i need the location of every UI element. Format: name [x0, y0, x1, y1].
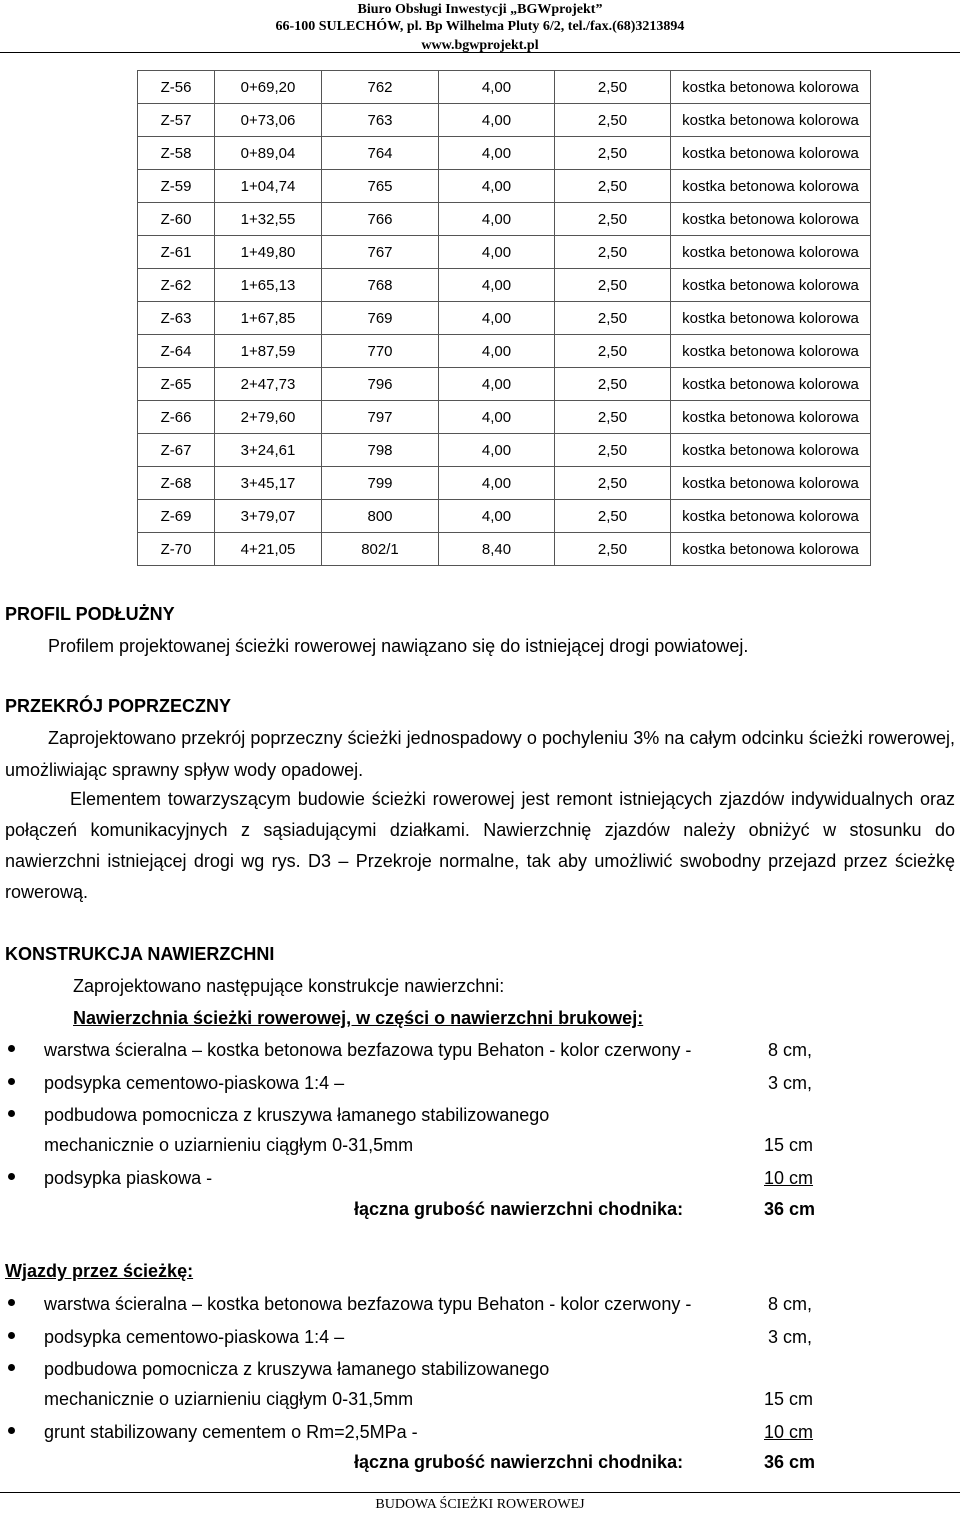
table-row	[138, 170, 871, 203]
table-cell: 2,50	[555, 137, 671, 170]
table-cell: 4,00	[439, 137, 555, 170]
table-cell: 798	[322, 434, 439, 467]
table-cell: 2,50	[555, 467, 671, 500]
table-cell: Z-69	[138, 500, 215, 533]
przekroj-paragraph-2: Elementem towarzyszącym budowie ścieżki rowerowej jest remont istniejących zjazdów indywidualnych oraz połączeń komunikacyjnych z sąsiadującymi działkami. Nawierzchnię zjazdów należy obniżyć w stosunku do nawierzchni istniejącej drogi wg rys. D3 – Przekroje normalne, tak aby umożliwić swobodny przejazd przez ścieżkę rowerową.	[5, 789, 955, 902]
table-cell: kostka betonowa kolorowa	[671, 71, 871, 104]
footer-title: BUDOWA ŚCIEŻKI ROWEROWEJ	[375, 1497, 585, 1512]
table-cell: Z-70	[138, 533, 215, 566]
table-row	[138, 467, 871, 500]
table-cell: 762	[322, 71, 439, 104]
table-cell: Z-60	[138, 203, 215, 236]
table-cell: 4,00	[439, 236, 555, 269]
przekroj-heading: PRZEKRÓJ POPRZECZNY	[5, 696, 232, 716]
wjazdy-item-3-value: 15 cm	[764, 1389, 814, 1409]
table-cell: 2,50	[555, 269, 671, 302]
company-address: 66-100 SULECHÓW, pl. Bp Wilhelma Pluty 6/2, tel./fax.(68)3213894	[275, 19, 685, 34]
company-website: www.bgwprojekt.pl	[421, 38, 539, 53]
wjazdy-item-1: warstwa ścieralna – kostka betonowa bezfazowa typu Behaton - kolor czerwony -	[44, 1294, 692, 1314]
table-cell: kostka betonowa kolorowa	[671, 269, 871, 302]
table-cell: Z-66	[138, 401, 215, 434]
table-cell: 797	[322, 401, 439, 434]
table-row	[138, 434, 871, 467]
table-cell: 802/1	[322, 533, 439, 566]
table-cell: kostka betonowa kolorowa	[671, 500, 871, 533]
table-cell: 770	[322, 335, 439, 368]
table-cell: Z-63	[138, 302, 215, 335]
table-cell: 769	[322, 302, 439, 335]
wjazdy-item-2: podsypka cementowo-piaskowa 1:4 –	[44, 1327, 345, 1347]
table-cell: 766	[322, 203, 439, 236]
table-row	[138, 335, 871, 368]
table-cell: 2,50	[555, 335, 671, 368]
konstrukcja-item-3-line2: mechanicznie o uziarnieniu ciągłym 0-31,5mm	[44, 1135, 414, 1155]
table-cell: 8,40	[439, 533, 555, 566]
table-cell: kostka betonowa kolorowa	[671, 533, 871, 566]
bullet-icon	[8, 1078, 15, 1085]
table-cell: 4,00	[439, 335, 555, 368]
table-cell: 4,00	[439, 269, 555, 302]
wjazdy-item-2-value: 3 cm,	[768, 1327, 813, 1347]
przekroj-paragraph-1: Zaprojektowano przekrój poprzeczny ścieżki jednospadowy o pochyleniu 3% na całym odcinku ścieżki rowerowej, umożliwiając sprawny spływ wody opadowej.	[5, 728, 955, 780]
table-cell: Z-57	[138, 104, 215, 137]
konstrukcja-item-1: warstwa ścieralna – kostka betonowa bezfazowa typu Behaton - kolor czerwony -	[44, 1040, 692, 1060]
table-cell: 4,00	[439, 71, 555, 104]
table-cell: 2,50	[555, 500, 671, 533]
table-cell: 2,50	[555, 533, 671, 566]
table-cell: Z-58	[138, 137, 215, 170]
table-cell: kostka betonowa kolorowa	[671, 302, 871, 335]
table-cell: 1+32,55	[215, 203, 322, 236]
table-cell: 4,00	[439, 434, 555, 467]
wjazdy-item-1-value: 8 cm,	[768, 1294, 813, 1314]
table-cell: Z-67	[138, 434, 215, 467]
table-cell: 800	[322, 500, 439, 533]
bullet-icon	[8, 1110, 15, 1117]
table-row	[138, 137, 871, 170]
table-cell: kostka betonowa kolorowa	[671, 170, 871, 203]
konstrukcja-subheading: Nawierzchnia ścieżki rowerowej, w części o nawierzchni brukowej:	[73, 1008, 644, 1028]
bullet-icon	[8, 1364, 15, 1371]
table-cell: 4+21,05	[215, 533, 322, 566]
konstrukcja-item-4: podsypka piaskowa -	[44, 1168, 213, 1188]
driveway-table	[137, 70, 871, 566]
bullet-icon	[8, 1332, 15, 1339]
konstrukcja-item-2-value: 3 cm,	[768, 1073, 813, 1093]
table-cell: 2+79,60	[215, 401, 322, 434]
table-cell: 4,00	[439, 401, 555, 434]
table-cell: 796	[322, 368, 439, 401]
table-cell: 2,50	[555, 236, 671, 269]
table-row	[138, 500, 871, 533]
table-cell: Z-62	[138, 269, 215, 302]
table-cell: 2,50	[555, 203, 671, 236]
table-cell: 2,50	[555, 368, 671, 401]
table-cell: kostka betonowa kolorowa	[671, 434, 871, 467]
table-cell: Z-59	[138, 170, 215, 203]
table-cell: 765	[322, 170, 439, 203]
table-cell: 3+45,17	[215, 467, 322, 500]
table-row	[138, 401, 871, 434]
table-cell: kostka betonowa kolorowa	[671, 401, 871, 434]
footer-divider	[0, 1492, 960, 1493]
header-divider	[0, 52, 960, 53]
table-cell: 2,50	[555, 71, 671, 104]
table-cell: kostka betonowa kolorowa	[671, 467, 871, 500]
table-cell: 3+24,61	[215, 434, 322, 467]
table-cell: 1+65,13	[215, 269, 322, 302]
table-cell: 4,00	[439, 170, 555, 203]
table-cell: kostka betonowa kolorowa	[671, 335, 871, 368]
table-cell: kostka betonowa kolorowa	[671, 104, 871, 137]
profil-text: Profilem projektowanej ścieżki rowerowej nawiązano się do istniejącej drogi powiatowej.	[48, 636, 749, 656]
table-cell: 1+67,85	[215, 302, 322, 335]
table-cell: 4,00	[439, 203, 555, 236]
konstrukcja-item-1-value: 8 cm,	[768, 1040, 813, 1060]
konstrukcja-item-4-value: 10 cm	[764, 1168, 814, 1188]
table-cell: kostka betonowa kolorowa	[671, 137, 871, 170]
table-cell: 0+73,06	[215, 104, 322, 137]
table-cell: kostka betonowa kolorowa	[671, 368, 871, 401]
table-row	[138, 236, 871, 269]
wjazdy-total-label: łączna grubość nawierzchni chodnika:	[354, 1452, 684, 1472]
bullet-icon	[8, 1299, 15, 1306]
table-cell: 2,50	[555, 434, 671, 467]
wjazdy-total-value: 36 cm	[764, 1452, 816, 1472]
table-cell: 2+47,73	[215, 368, 322, 401]
konstrukcja-heading: KONSTRUKCJA NAWIERZCHNI	[5, 944, 275, 964]
wjazdy-heading: Wjazdy przez ścieżkę:	[5, 1261, 194, 1281]
company-name: Biuro Obsługi Inwestycji „BGWprojekt”	[357, 2, 603, 17]
wjazdy-item-3: podbudowa pomocnicza z kruszywa łamanego stabilizowanego	[44, 1359, 550, 1379]
konstrukcja-item-3: podbudowa pomocnicza z kruszywa łamanego stabilizowanego	[44, 1105, 550, 1125]
table-cell: Z-61	[138, 236, 215, 269]
table-row	[138, 368, 871, 401]
konstrukcja-intro: Zaprojektowano następujące konstrukcje nawierzchni:	[73, 976, 505, 996]
table-cell: 0+69,20	[215, 71, 322, 104]
table-cell: 1+04,74	[215, 170, 322, 203]
wjazdy-item-4: grunt stabilizowany cementem o Rm=2,5MPa -	[44, 1422, 418, 1442]
bullet-icon	[8, 1045, 15, 1052]
table-cell: 764	[322, 137, 439, 170]
wjazdy-item-4-value: 10 cm	[764, 1422, 814, 1442]
table-cell: 799	[322, 467, 439, 500]
table-cell: 2,50	[555, 104, 671, 137]
table-row	[138, 533, 871, 566]
table-cell: Z-56	[138, 71, 215, 104]
wjazdy-item-3-line2: mechanicznie o uziarnieniu ciągłym 0-31,5mm	[44, 1389, 414, 1409]
profil-heading: PROFIL PODŁUŻNY	[5, 604, 175, 624]
table-cell: kostka betonowa kolorowa	[671, 203, 871, 236]
table-row	[138, 269, 871, 302]
konstrukcja-total-value: 36 cm	[764, 1199, 816, 1219]
table-cell: 3+79,07	[215, 500, 322, 533]
table-cell: 2,50	[555, 170, 671, 203]
table-row	[138, 203, 871, 236]
table-cell: 763	[322, 104, 439, 137]
table-row	[138, 71, 871, 104]
table-cell: 1+49,80	[215, 236, 322, 269]
table-cell: 2,50	[555, 401, 671, 434]
table-cell: 4,00	[439, 467, 555, 500]
table-cell: Z-64	[138, 335, 215, 368]
table-row	[138, 104, 871, 137]
table-cell: Z-65	[138, 368, 215, 401]
table-cell: 0+89,04	[215, 137, 322, 170]
bullet-icon	[8, 1427, 15, 1434]
table-cell: 4,00	[439, 104, 555, 137]
table-cell: 4,00	[439, 500, 555, 533]
konstrukcja-item-2: podsypka cementowo-piaskowa 1:4 –	[44, 1073, 345, 1093]
table-cell: 768	[322, 269, 439, 302]
konstrukcja-item-3-value: 15 cm	[764, 1135, 814, 1155]
table-cell: Z-68	[138, 467, 215, 500]
table-cell: 4,00	[439, 368, 555, 401]
table-cell: 2,50	[555, 302, 671, 335]
table-cell: 4,00	[439, 302, 555, 335]
konstrukcja-total-label: łączna grubość nawierzchni chodnika:	[354, 1199, 684, 1219]
table-cell: 1+87,59	[215, 335, 322, 368]
table-row	[138, 302, 871, 335]
table-cell: kostka betonowa kolorowa	[671, 236, 871, 269]
bullet-icon	[8, 1173, 15, 1180]
table-cell: 767	[322, 236, 439, 269]
